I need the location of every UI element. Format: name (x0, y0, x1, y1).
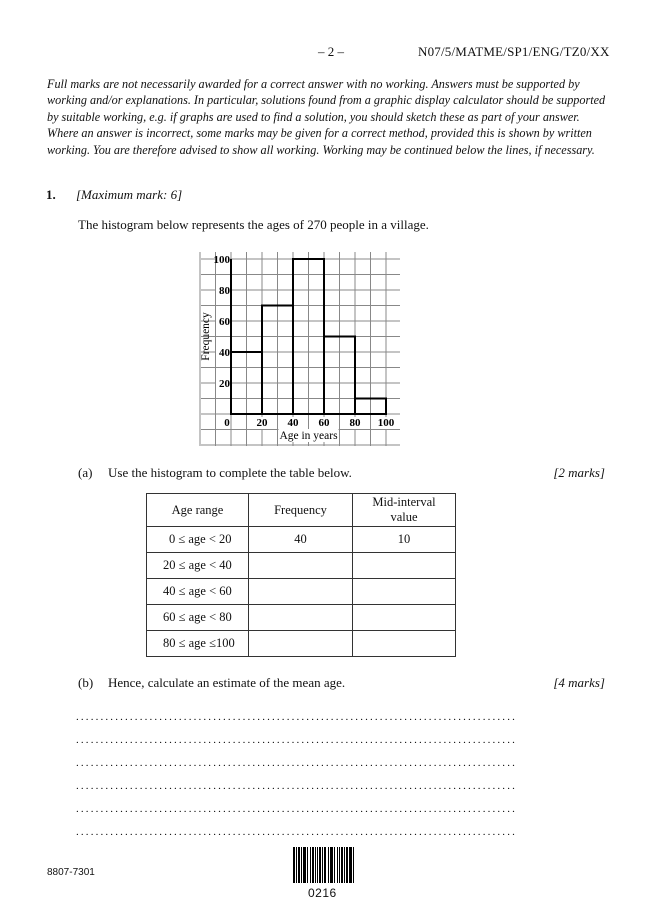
table-row (147, 631, 456, 657)
instructions-text: Full marks are not necessarily awarded for a correct answer with no working. Answers must be supported by working and/or explanations. In particular, solutions found from a graphic display calculator should be supported by suitable working, e.g. if graphs are used to find a solution, you should sketch these as part of your answer. Where an answer is incorrect, some marks may be given for a correct method, provided this is shown by written working. You are therefore advised to show all working. Working may be continued below the lines, if necessary. (47, 77, 606, 157)
barcode-number: 0216 (308, 886, 337, 900)
mid-interval-cell[interactable] (353, 579, 456, 605)
y-tick-label: 20 (219, 378, 230, 390)
table-row (147, 553, 456, 579)
part-b-label: (b) (78, 675, 94, 690)
x-tick-label: 60 (318, 417, 330, 429)
question-max-mark: [Maximum mark: 6] (76, 187, 183, 202)
answer-line[interactable]: .......................................................................................... (76, 758, 517, 768)
y-tick-label: 100 (213, 254, 230, 266)
answer-line[interactable]: .......................................................................................... (76, 827, 517, 837)
mid-interval-cell: 10 (353, 527, 456, 553)
header-mid-interval: Mid-interval value (353, 494, 456, 527)
part-a-label: (a) (78, 465, 93, 480)
frequency-cell[interactable] (249, 631, 353, 657)
header-frequency: Frequency (249, 494, 353, 527)
frequency-cell[interactable] (249, 605, 353, 631)
footer-code: 8807-7301 (47, 867, 95, 878)
table-header-row (147, 494, 456, 527)
table-row (147, 605, 456, 631)
paper-code: N07/5/MATME/SP1/ENG/TZ0/XX (418, 44, 610, 59)
x-tick-label: 80 (349, 417, 361, 429)
part-b-marks: [4 marks] (553, 675, 605, 690)
answer-line[interactable]: .......................................................................................... (76, 804, 517, 814)
table-row (147, 579, 456, 605)
frequency-cell[interactable] (249, 553, 353, 579)
answer-line[interactable]: .......................................................................................... (76, 712, 517, 722)
y-tick-label: 80 (219, 285, 230, 297)
x-tick-label: 20 (256, 417, 268, 429)
x-tick-label: 100 (377, 417, 395, 429)
question-intro: The histogram below represents the ages of 270 people in a village. (78, 217, 429, 232)
age-range-cell: 80 ≤ age ≤100 (147, 631, 249, 657)
y-tick-label: 60 (219, 316, 230, 328)
question-number: 1. (46, 187, 56, 202)
part-a-marks: [2 marks] (553, 465, 605, 480)
age-range-cell: 0 ≤ age < 20 (147, 527, 249, 553)
header-age-range: Age range (147, 494, 249, 527)
frequency-cell: 40 (249, 527, 353, 553)
x-tick-label: 0 (224, 417, 230, 429)
part-a-text: Use the histogram to complete the table below. (108, 465, 352, 480)
x-axis-label: Age in years (279, 430, 338, 442)
barcode (291, 847, 363, 890)
y-tick-label: 40 (219, 347, 230, 359)
table-row (147, 527, 456, 553)
mid-interval-cell[interactable] (353, 631, 456, 657)
age-range-cell: 40 ≤ age < 60 (147, 579, 249, 605)
histogram (180, 246, 405, 451)
age-range-cell: 60 ≤ age < 80 (147, 605, 249, 631)
answer-line[interactable]: .......................................................................................... (76, 735, 517, 745)
frequency-cell[interactable] (249, 579, 353, 605)
answer-line[interactable]: .......................................................................................... (76, 781, 517, 791)
page-number: – 2 – (318, 44, 344, 59)
y-axis-label: Frequency (200, 312, 212, 361)
age-range-cell: 20 ≤ age < 40 (147, 553, 249, 579)
mid-interval-cell[interactable] (353, 553, 456, 579)
frequency-table (146, 493, 456, 657)
part-b-text: Hence, calculate an estimate of the mean age. (108, 675, 346, 690)
x-tick-label: 40 (287, 417, 299, 429)
mid-interval-cell[interactable] (353, 605, 456, 631)
